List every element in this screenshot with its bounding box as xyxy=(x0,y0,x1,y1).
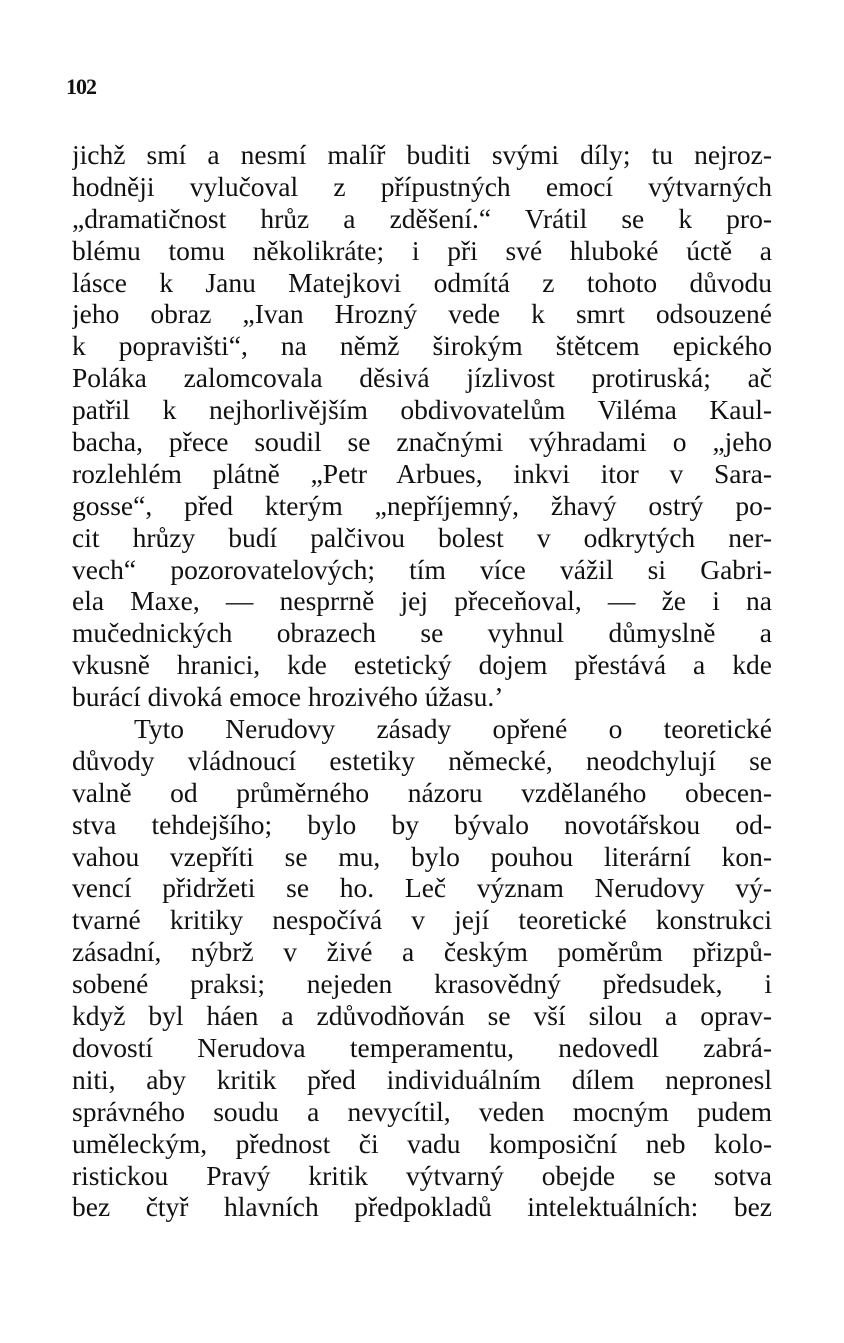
text-line: blému tomu několikráte; i při své hluboké úctě a xyxy=(72,234,772,266)
text-line: patřil k nejhorlivějším obdivovatelům Viléma Kaul- xyxy=(72,394,772,426)
text-line: rozlehlém plátně „Petr Arbues, inkvi itor v Sara- xyxy=(72,457,772,489)
text-line: důvody vládnoucí estetiky německé, neodchylují se xyxy=(72,744,772,776)
text-line: když byl háen a zdůvodňován se vší silou a oprav- xyxy=(72,1000,772,1032)
text-line: cit hrůzy budí palčivou bolest v odkrytých ner- xyxy=(72,521,772,553)
text-line: zásadní, nýbrž v živé a českým poměrům přizpů- xyxy=(72,936,772,968)
text-line: valně od průměrného názoru vzdělaného obecen- xyxy=(72,776,772,808)
body-text xyxy=(72,139,772,1223)
text-line: „dramatičnost hrůz a zděšení.“ Vrátil se k pro- xyxy=(72,202,772,234)
text-line: vencí přidržeti se ho. Leč význam Nerudovy vý- xyxy=(72,872,772,904)
text-line: vkusně hranici, kde estetický dojem přestává a kde xyxy=(72,649,772,681)
text-line: Tyto Nerudovy zásady opřené o teoretické xyxy=(134,713,772,745)
paragraph-1 xyxy=(72,139,772,713)
paragraph-2 xyxy=(72,713,772,1223)
text-line: ristickou Pravý kritik výtvarný obejde se sotva xyxy=(72,1159,772,1191)
text-line: uměleckým, přednost či vadu komposiční neb kolo- xyxy=(72,1127,772,1159)
text-line: hodněji vylučoval z přípustných emocí výtvarných xyxy=(72,170,772,202)
text-line: bacha, přece soudil se značnými výhradami o „jeho xyxy=(72,426,772,458)
text-line: lásce k Janu Matejkovi odmítá z tohoto důvodu xyxy=(72,266,772,298)
text-line: dovostí Nerudova temperamentu, nedovedl zabrá- xyxy=(72,1031,772,1063)
text-line: k popravišti“, na němž širokým štětcem epického xyxy=(72,330,772,362)
text-line: niti, aby kritik před individuálním dílem nepronesl xyxy=(72,1063,772,1095)
text-line: správného soudu a nevycítil, veden mocným pudem xyxy=(72,1095,772,1127)
text-line: stva tehdejšího; bylo by bývalo novotářskou od- xyxy=(72,808,772,840)
text-line: jeho obraz „Ivan Hrozný vede k smrt odsouzené xyxy=(72,298,772,330)
text-line: vech“ pozorovatelových; tím více vážil si Gabri- xyxy=(72,553,772,585)
text-line: jichž smí a nesmí malíř buditi svými díly; tu nejroz- xyxy=(72,139,772,170)
text-line: mučednických obrazech se vyhnul důmyslně a xyxy=(72,617,772,649)
text-line: bez čtyř hlavních předpokladů intelektuálních: bez xyxy=(72,1191,772,1223)
text-line: tvarné kritiky nespočívá v její teoretické konstrukci xyxy=(72,904,772,936)
text-line: ela Maxe, — nesprrně jej přeceňoval, — že i na xyxy=(72,585,772,617)
page-number: 102 xyxy=(66,74,96,99)
text-line: sobené praksi; nejeden krasovědný předsudek, i xyxy=(72,968,772,1000)
text-line: Poláka zalomcovala děsivá jízlivost protiruská; ač xyxy=(72,362,772,394)
text-line: gosse“, před kterým „nepříjemný, žhavý ostrý po- xyxy=(72,489,772,521)
text-line: burácí divoká emoce hrozivého úžasu.’ xyxy=(72,681,504,713)
text-line: vahou vzepříti se mu, bylo pouhou literární kon- xyxy=(72,840,772,872)
